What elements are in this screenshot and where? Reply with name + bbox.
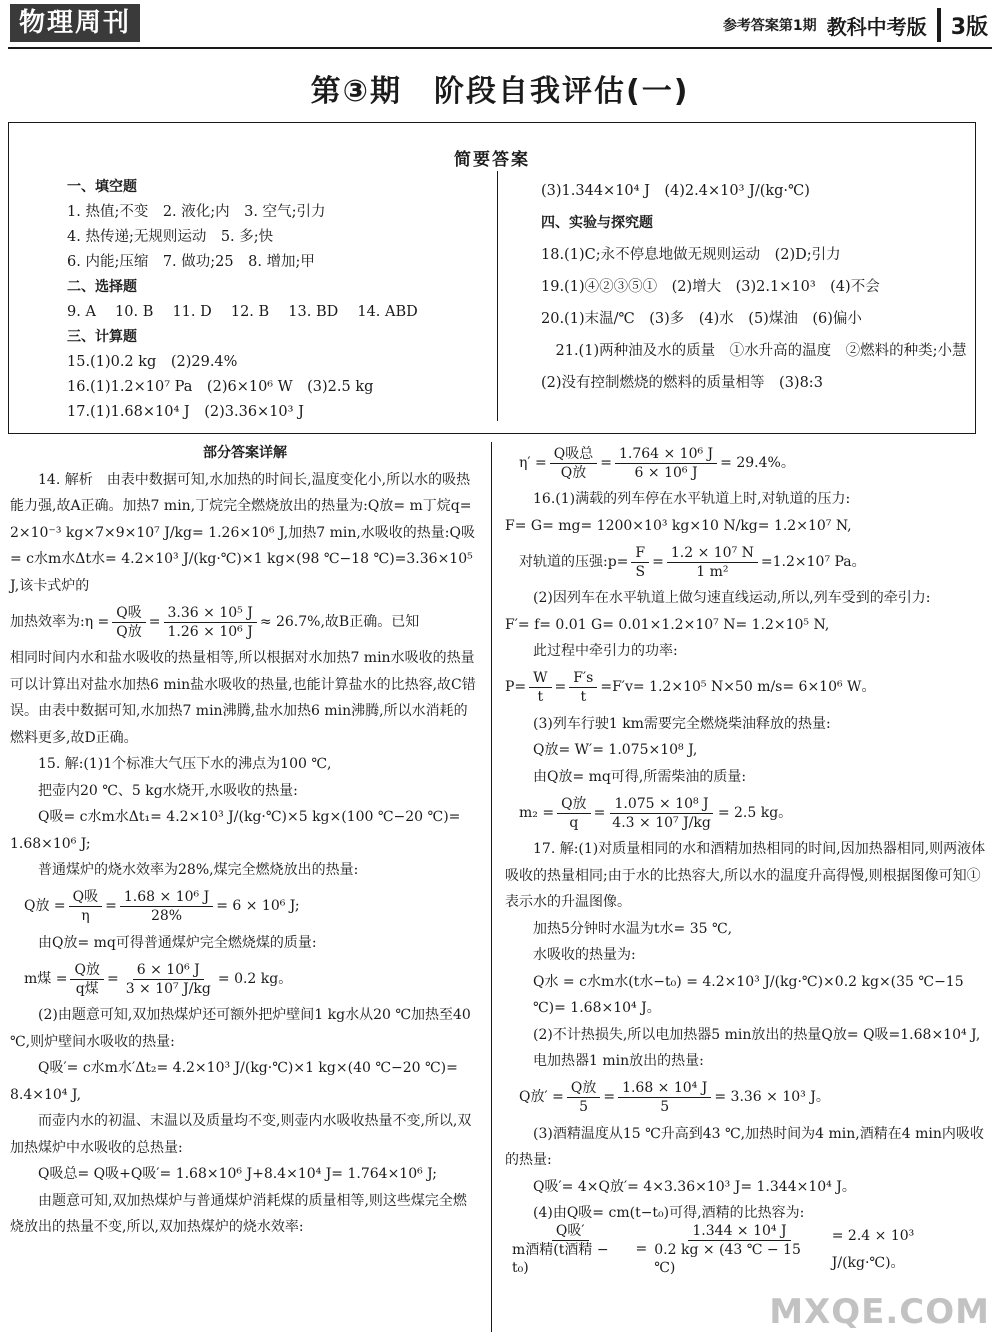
numerator: Q放 (70, 961, 103, 980)
denominator: Q放 (560, 464, 587, 481)
paragraph: 由Q放= mq可得,所需柴油的质量: (533, 768, 747, 785)
denominator: 3 × 10⁷ J/kg (125, 980, 211, 997)
formula-suffix: = 0.2 kg。 (217, 970, 293, 987)
formula-row (505, 1075, 990, 1121)
paragraph: 电加热器1 min放出的热量: (533, 1053, 704, 1069)
fraction (557, 795, 590, 832)
formula-equals: = (635, 1241, 648, 1258)
paragraph: Q放= W′= 1.075×10⁸ J, (533, 742, 698, 758)
page-header (0, 0, 1000, 48)
numerator: 1.68 × 10⁴ J (618, 1079, 711, 1098)
numerator: Q吸′ (552, 1222, 589, 1241)
section-heading: 二、选择题 (67, 279, 137, 295)
fraction (112, 604, 145, 641)
formula-suffix: = 29.4%。 (720, 454, 795, 471)
watermark: MXQE.COM (769, 1292, 990, 1332)
numerator: F′s (569, 669, 597, 688)
paragraph: 相同时间内水和盐水吸收的热量相等,所以根据对水加热7 min水吸收的热量可以计算出对盐水加热6 min盐水吸收的热量,也能计算盐水的比热容,故C错误。由表中数据可知,水加热7 min沸腾,盐水加热6 min沸腾,所以水消耗的燃料更多,故D正确。 (10, 650, 476, 746)
formula-prefix: 加热效率为:η = (10, 613, 110, 630)
paragraph: Q吸总= Q吸+Q吸′= 1.68×10⁶ J+8.4×10⁴ J= 1.764×10⁶ J; (38, 1166, 437, 1182)
denominator: Q放 (116, 623, 142, 640)
denominator: 6 × 10⁶ J (634, 464, 698, 481)
paragraph: 把壶内20 ℃、5 kg水烧开,水吸收的热量: (38, 782, 298, 799)
paragraph: 而壶内水的初温、末温以及质量均不变,则壶内水吸收热量不变,所以,双加热煤炉中水吸收的总热量: (10, 1113, 472, 1156)
detail-left-column (10, 440, 480, 1241)
numerator: Q吸 (112, 604, 145, 623)
numerator: 1.344 × 10⁴ J (688, 1222, 790, 1241)
numerator: 1.075 × 10⁸ J (610, 795, 712, 814)
formula-row (505, 440, 990, 486)
paragraph: 15. 解:(1)1个标准大气压下水的沸点为100 ℃, (38, 756, 332, 772)
fraction (608, 795, 715, 832)
formula-equals: = (554, 679, 567, 696)
fraction (70, 961, 103, 998)
formula-equals: = (600, 454, 612, 471)
formula-row (10, 884, 480, 930)
fraction (615, 445, 717, 482)
paragraph: Q吸= c水m水Δt₁= 4.2×10³ J/(kg·℃)×5 kg×(100 ℃−20 ℃)= (38, 809, 461, 825)
numerator: 3.36 × 10⁵ J (164, 604, 257, 623)
summary-right-column (541, 175, 981, 399)
answer-line: (3)1.344×10⁴ J (4)2.4×10³ J/(kg·℃) (541, 183, 810, 199)
fraction (618, 1079, 711, 1116)
answer-line: 6. 内能;压缩 7. 做功;25 8. 增加;甲 (67, 254, 315, 270)
paragraph: 此过程中牵引力的功率: (533, 643, 678, 659)
paragraph: 8.4×10⁴ J, (10, 1086, 82, 1103)
numerator: Q吸总 (550, 445, 597, 464)
fraction (569, 669, 597, 706)
formula-equals: = (106, 970, 119, 987)
fraction (550, 445, 597, 482)
fraction (164, 604, 257, 641)
denominator: 4.3 × 10⁷ J/kg (612, 814, 711, 831)
paragraph: 16.(1)满载的列车停在水平轨道上时,对轨道的压力: (533, 491, 851, 507)
summary-left-column (67, 175, 487, 425)
paragraph: 由Q放= mq可得普通煤炉完全燃烧煤的质量: (38, 934, 317, 951)
paragraph: 由题意可知,双加热煤炉与普通煤炉消耗煤的质量相等,则这些煤完全燃烧放出的热量不变,所以,双加热煤炉的烧水效率: (10, 1192, 467, 1235)
formula-row (505, 790, 990, 836)
paragraph: (3)酒精温度从15 ℃升高到43 ℃,加热时间为4 min,酒精在4 min内吸收的热量: (505, 1125, 984, 1168)
answer-line: 17.(1)1.68×10⁴ J (2)3.36×10³ J (67, 404, 304, 420)
header-right (723, 8, 988, 42)
paragraph: (2)因列车在水平轨道上做匀速直线运动,所以,列车受到的牵引力: (533, 590, 931, 606)
detail-right-column (505, 440, 990, 1276)
paragraph: (4)由Q吸= cm(t−t₀)可得,酒精的比热容为: (533, 1205, 805, 1221)
paragraph: 加热5分钟时水温为t水= 35 ℃, (533, 920, 733, 937)
denominator: η (81, 908, 90, 924)
denominator: 0.2 kg × (43 ℃ − 15 ℃) (654, 1242, 801, 1276)
denominator: t (537, 689, 544, 705)
formula-row (10, 956, 480, 1002)
answer-line: 16.(1)1.2×10⁷ Pa (2)6×10⁶ W (3)2.5 kg (67, 379, 374, 395)
formula-suffix: =F′v= 1.2×10⁵ N×50 m/s= 6×10⁶ W。 (600, 679, 876, 696)
answer-line: 15.(1)0.2 kg (2)29.4% (67, 354, 238, 370)
numerator: Q放 (557, 795, 590, 814)
numerator: 1.68 × 10⁶ J (120, 888, 213, 907)
denominator: t (580, 689, 587, 705)
formula-prefix: Q放′ = (505, 1089, 564, 1106)
fraction (529, 669, 551, 706)
detail-title: 部分答案详解 (203, 445, 287, 461)
paragraph: Q水 = c水m水(t水−t₀) = 4.2×10³ J/(kg·℃)×0.2 kg×(35 ℃−15 ℃)= 1.68×10⁴ J。 (533, 973, 964, 1016)
formula-suffix: = 2.4 × 10³ J/(kg·℃)。 (831, 1228, 915, 1271)
formula-prefix: P= (505, 679, 527, 696)
summary-divider (497, 171, 498, 421)
answer-line: 18.(1)C;永不停息地做无规则运动 (2)D;引力 (541, 247, 841, 263)
fraction (122, 961, 215, 998)
fraction (508, 1222, 633, 1277)
formula-suffix: = 2.5 kg。 (717, 804, 793, 821)
denominator: 5 (579, 1099, 589, 1115)
denominator: 5 (660, 1099, 670, 1115)
formula-prefix: 对轨道的压强:p= (505, 553, 629, 570)
formula-row (505, 539, 990, 585)
answer-line: 21.(1)两种油及水的质量 ①水升高的温度 ②燃料的种类;小慧 (2)没有控制燃烧的燃料的质量相等 (3)8:3 (541, 343, 981, 391)
fraction (567, 1079, 600, 1116)
numerator: 6 × 10⁶ J (133, 961, 204, 980)
denominator: q (569, 814, 579, 831)
fraction (650, 1222, 829, 1277)
answer-line: 20.(1)末温/℃ (3)多 (4)水 (5)煤油 (6)偏小 (541, 311, 862, 327)
paragraph: (2)由题意可知,双加热煤炉还可额外把炉壁间1 kg水从20 ℃加热至40 ℃,则炉壁间水吸收的热量: (10, 1007, 471, 1050)
section-heading: 三、计算题 (67, 329, 137, 345)
formula-equals: = (652, 553, 664, 570)
formula-prefix: m₂ = (505, 804, 555, 821)
paragraph: F′= f= 0.01 G= 0.01×1.2×10⁷ N= 1.2×10⁵ N, (505, 616, 830, 633)
formula-equals: = (105, 898, 117, 915)
answer-line: 4. 热传递;无规则运动 5. 多;快 (67, 229, 274, 245)
page-title: 第③期 阶段自我评估(一) (310, 74, 690, 109)
section-heading: 四、实验与探究题 (541, 215, 653, 231)
paragraph: 14. 解析 由表中数据可知,水加热的时间长,温度变化小,所以水的吸热能力强,故A正确。加热7 min,丁烷完全燃烧放出的热量为:Q放= m丁烷q= 2×10⁻³ kg×7×9×10⁷ J/kg= 1.26×10⁶ J,加热7 min,水吸收的热量:Q吸= c水m水Δt水= 4.2×10³ J/(kg·℃)×1 kg×(98 ℃−18 ℃)=3.36×10⁵ J,该卡式炉的 (10, 471, 475, 594)
fraction (667, 544, 758, 581)
paragraph: 普通煤炉的烧水效率为28%,煤完全燃烧放出的热量: (38, 862, 359, 878)
answer-line: 1. 热值;不变 2. 液化;内 3. 空气;引力 (67, 204, 326, 220)
denominator: q煤 (75, 980, 99, 997)
page-number: 3版 (950, 14, 988, 40)
numerator: Q吸 (69, 888, 102, 907)
summary-title: 简要答案 (454, 150, 530, 170)
formula-equals: = (148, 613, 161, 630)
column-divider (491, 442, 492, 1332)
formula-row (10, 599, 480, 645)
numerator: 1.764 × 10⁶ J (615, 445, 717, 464)
section-heading: 一、填空题 (67, 179, 137, 195)
denominator: m酒精(t酒精 − t₀) (512, 1242, 609, 1276)
paragraph: Q吸′= c水m水′Δt₂= 4.2×10³ J/(kg·℃)×1 kg×(40 ℃−20 ℃)= (38, 1060, 458, 1076)
denominator: S (635, 563, 646, 580)
header-rule (8, 47, 992, 49)
formula-suffix: = 3.36 × 10³ J。 (714, 1089, 830, 1106)
denominator: 28% (150, 908, 183, 924)
paragraph: F= G= mg= 1200×10³ kg×10 N/kg= 1.2×10⁷ N, (505, 517, 852, 534)
formula-prefix: Q放 = (10, 898, 66, 915)
answer-line: 19.(1)④②③⑤① (2)增大 (3)2.1×10³ (4)不会 (541, 279, 880, 295)
answer-line: 9. A 10. B 11. D 12. B 13. BD 14. ABD (67, 304, 418, 320)
edition-label: 教科中考版 (826, 14, 927, 39)
formula-prefix: m煤 = (10, 970, 68, 987)
fraction (631, 544, 649, 581)
summary-box (8, 122, 981, 434)
formula-row (505, 1223, 990, 1276)
numerator: F (631, 544, 649, 563)
formula-equals: = (603, 1089, 616, 1106)
formula-row (505, 665, 990, 711)
numerator: Q放 (567, 1079, 600, 1098)
formula-equals: = (593, 804, 606, 821)
header-divider (937, 8, 941, 42)
paragraph: (2)不计热损失,所以电加热器5 min放出的热量Q放= Q吸=1.68×10⁴ J, (533, 1026, 981, 1043)
denominator: 1 m² (696, 563, 729, 580)
paragraph: Q吸′= 4×Q放′= 4×3.36×10³ J= 1.344×10⁴ J。 (533, 1178, 856, 1195)
fraction (69, 888, 102, 925)
paragraph: 水吸收的热量为: (533, 947, 636, 963)
ref-label: 参考答案第1期 (722, 18, 817, 34)
numerator: W (529, 669, 551, 688)
paragraph: 17. 解:(1)对质量相同的水和酒精加热相同的时间,因加热器相同,则两液体吸收的热量相同;由于水的比热容大,所以水的温度升高得慢,则根据图像可知①表示水的升温图像。 (505, 841, 986, 910)
paragraph: (3)列车行驶1 km需要完全燃烧柴油释放的热量: (533, 715, 831, 732)
numerator: 1.2 × 10⁷ N (667, 544, 758, 563)
fraction (120, 888, 213, 925)
formula-suffix: ≈ 26.7%,故B正确。已知 (259, 613, 420, 630)
denominator: 1.26 × 10⁶ J (167, 623, 253, 640)
formula-suffix: = 6 × 10⁶ J; (216, 898, 300, 915)
formula-suffix: =1.2×10⁷ Pa。 (760, 553, 866, 570)
brand-logo: 物理周刊 (10, 4, 140, 42)
paragraph: 1.68×10⁶ J; (10, 835, 91, 852)
formula-prefix: η′ = (505, 454, 547, 471)
